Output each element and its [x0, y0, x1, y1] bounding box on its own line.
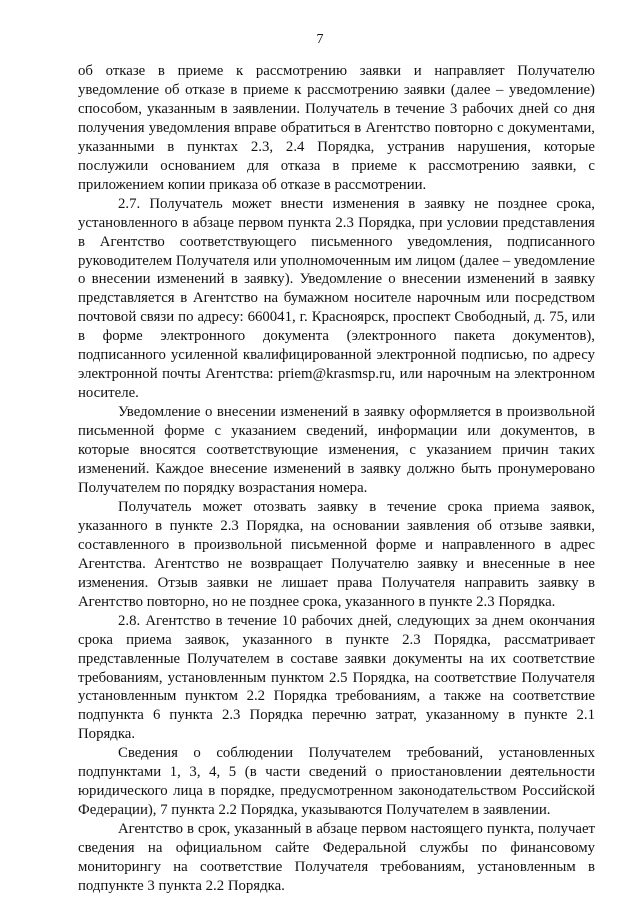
paragraph-4: Получатель может отозвать заявку в течение срока приема заявок, указанного в пункте 2.3 Порядка, на основании заявления об отзыве заявки, составленного в произвольной письменной форме и направленного в адрес Агентства. Агентство не возвращает Получателю заявку и внесенные в нее изменения. Отзыв заявки не лишает права Получателя направить заявку в Агентство повторно, но не позднее срока, указанного в пункте 2.3 Порядка.: [78, 498, 595, 610]
paragraph-3: Уведомление о внесении изменений в заявку оформляется в произвольной письменной форме с указанием сведений, информации или документов, в которые вносятся соответствующие изменения, с указанием причин таких изменений. Каждое внесение изменений в заявку должно быть пронумеровано Получателем по порядку возрастания номера.: [78, 404, 595, 496]
paragraph-1: об отказе в приеме к рассмотрению заявки и направляет Получателю уведомление об отказе в приеме к рассмотрению заявки (далее – уведомление) способом, указанным в заявлении. Получатель в течение 3 рабочих дней со дня получения уведомления вправе обратиться в Агентство повторно с документами, указанными в пунктах 2.3, 2.4 Порядка, устранив нарушения, которые послужили основанием для отказа в приеме к рассмотрению заявки, с приложением копии приказа об отказе в рассмотрении.: [78, 63, 595, 193]
paragraph-6: Сведения о соблюдении Получателем требований, установленных подпунктами 1, 3, 4, 5 (в части сведений о приостановлении деятельности юридического лица в порядке, предусмотренном законодательством Российской Федерации), 7 пункта 2.2 Порядка, указываются Получателем в заявлении.: [78, 745, 595, 819]
document-body: [78, 62, 595, 896]
paragraph-7: Агентство в срок, указанный в абзаце первом настоящего пункта, получает сведения на официальном сайте Федеральной службы по финансовому мониторингу на соответствие Получателя требованиям, установленным в подпункте 3 пункта 2.2 Порядка.: [78, 821, 595, 894]
page-number: 7: [316, 32, 324, 47]
paragraph-5: 2.8. Агентство в течение 10 рабочих дней, следующих за днем окончания срока приема заявок, указанного в пункте 2.3 Порядка, рассматривает представленные Получателем в составе заявки документы на их соответствие требованиям, установленным пунктом 2.5 Порядка, на соответствие Получателя установленным пунктом 2.2 Порядка требованиям, а также на соответствие подпункта 6 пункта 2.3 Порядка перечню затрат, указанному в пункте 2.1 Порядка.: [78, 612, 595, 743]
paragraph-2: 2.7. Получатель может внести изменения в заявку не позднее срока, установленного в абзаце первом пункта 2.3 Порядка, при условии представления в Агентство соответствующего письменного уведомления, подписанного руководителем Получателя или уполномоченным им лицом (далее – уведомление о внесении изменений в заявку). Уведомление о внесении изменений в заявку представляется в Агентство на бумажном носителе нарочным или посредством почтовой связи по адресу: 660041, г. Красноярск, проспект Свободный, д. 75, или в форме электронного документа (электронного пакета документов), подписанного усиленной квалифицированной электронной подписью, по адресу электронной почты Агентства: priem@krasmsp.ru, или нарочным на электронном носителе.: [78, 195, 595, 402]
